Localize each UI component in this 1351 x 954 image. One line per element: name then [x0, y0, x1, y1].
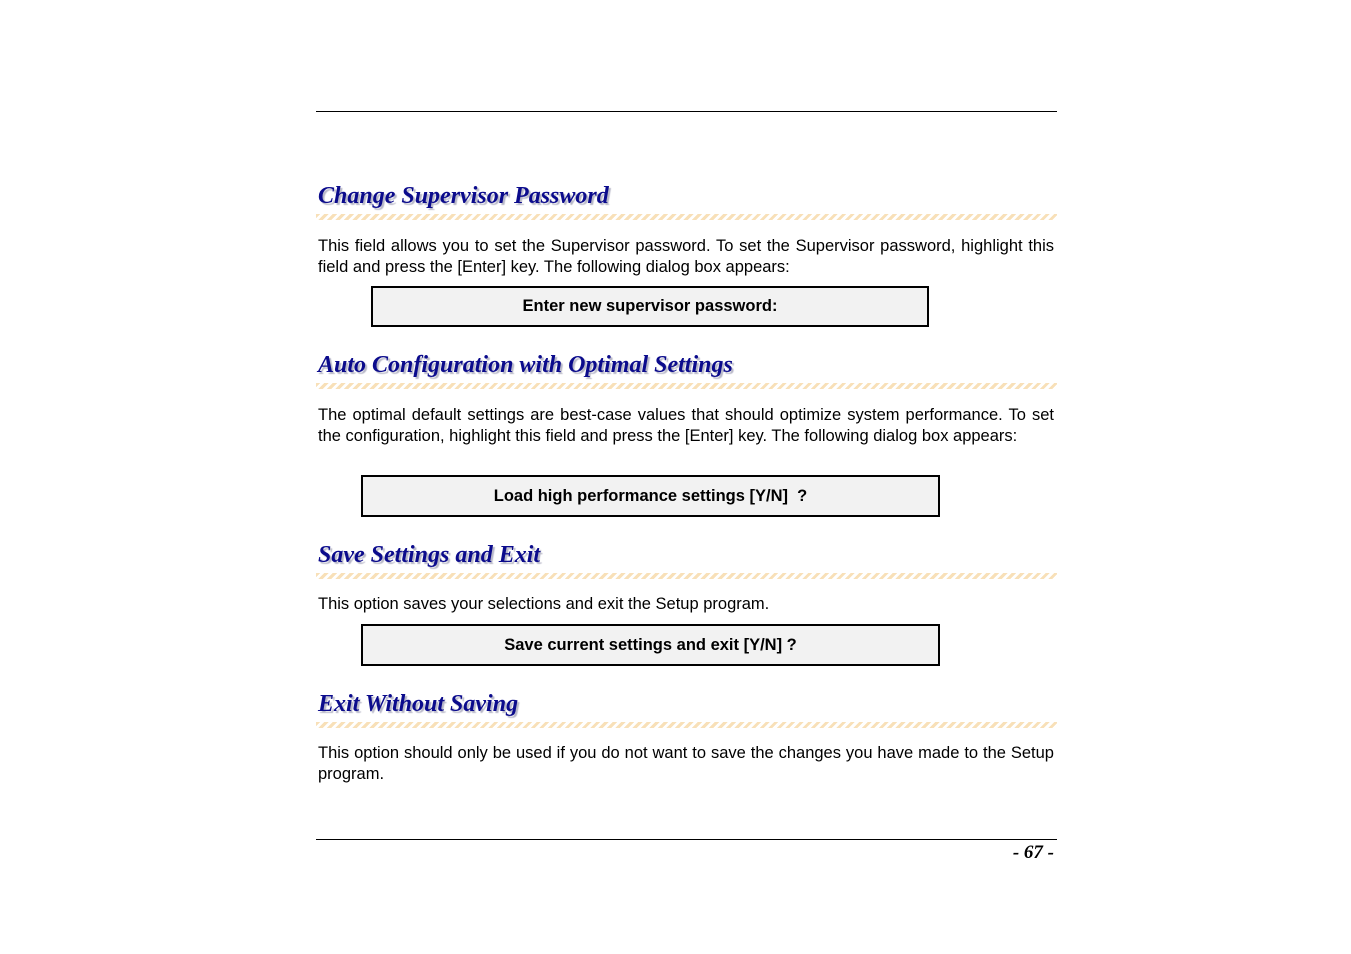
section-title-exit-without-saving: Exit Without Saving [318, 691, 519, 717]
dialog-enter-supervisor-password: Enter new supervisor password: [371, 286, 929, 327]
section-title-save-settings-and-exit: Save Settings and Exit [318, 542, 541, 568]
section-divider [316, 383, 1057, 389]
dialog-load-high-performance: Load high performance settings [Y/N] ? [361, 475, 940, 517]
section-body-auto-configuration: The optimal default settings are best-case values that should optimize system performance. To set the configuration, highlight this field and press the [Enter] key. The following dialog box appears: [318, 406, 1054, 445]
section-title-auto-configuration: Auto Configuration with Optimal Settings [318, 352, 733, 378]
page-number: - 67 - [1012, 842, 1054, 863]
dialog-save-current-settings: Save current settings and exit [Y/N] ? [361, 624, 940, 666]
section-divider [316, 573, 1057, 579]
header-rule [316, 111, 1057, 112]
section-body-change-supervisor-password: This field allows you to set the Supervisor password. To set the Supervisor password, highlight this field and press the [Enter] key. The following dialog box appears: [318, 237, 1054, 276]
section-body-exit-without-saving: This option should only be used if you do not want to save the changes you have made to the Setup program. [318, 744, 1054, 783]
section-divider [316, 722, 1057, 728]
section-title-change-supervisor-password: Change Supervisor Password [318, 183, 609, 209]
section-divider [316, 214, 1057, 220]
section-body-save-settings-and-exit: This option saves your selections and exit the Setup program. [318, 595, 770, 613]
footer-rule [316, 839, 1057, 840]
